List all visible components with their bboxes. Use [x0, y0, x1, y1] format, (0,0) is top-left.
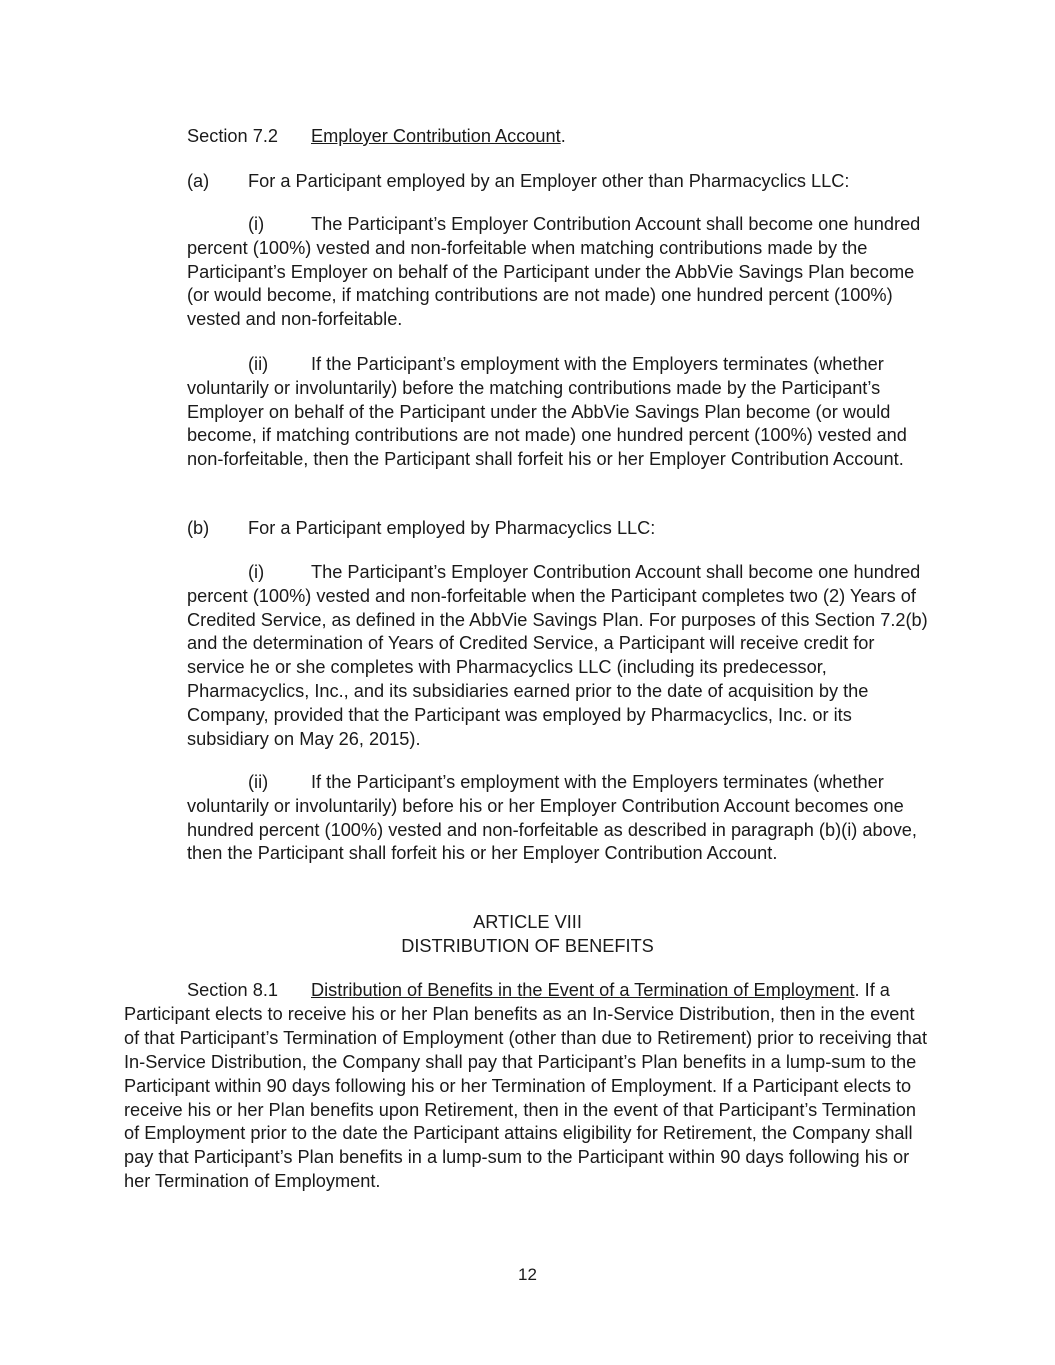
section-title-period: .	[560, 126, 566, 146]
section-title: Employer Contribution Account	[311, 126, 561, 146]
paragraph-text: If the Participant’s employment with the Employers terminates (whether voluntarily or involuntarily) before his or her Employer Contribution Account becomes one hundred percent (100%) vested and non-forfeitable as described in paragraph (b)(i) above, then the Participant shall forfeit his or her Employer Contribution Account.	[187, 772, 917, 864]
section-7-2-heading	[187, 124, 947, 148]
article-number: ARTICLE VIII	[473, 912, 582, 932]
paragraph-marker: (i)	[248, 214, 265, 234]
section-title: Distribution of Benefits in the Event of a Termination of Employment	[311, 980, 855, 1000]
subsection-text: For a Participant employed by Pharmacyclics LLC:	[248, 518, 656, 538]
subsection-marker: (a)	[187, 171, 210, 191]
paragraph-a-ii	[187, 353, 929, 472]
paragraph-text: The Participant’s Employer Contribution Account shall become one hundred percent (100%) vested and non-forfeitable when matching contributions made by the Participant’s Employer on behalf of the Participant under the AbbVie Savings Plan become (or would become, if matching contributions are not made) one hundred percent (100%) vested and non-forfeitable.	[187, 214, 921, 330]
paragraph-a-i	[187, 213, 929, 332]
paragraph-b-i	[187, 561, 929, 751]
subsection-marker: (b)	[187, 518, 210, 538]
subsection-a	[187, 169, 947, 193]
page-number: 12	[518, 1265, 537, 1284]
paragraph-text: If the Participant’s employment with the Employers terminates (whether voluntarily or involuntarily) before the matching contributions made by the Participant’s Employer on behalf of the Participant under the AbbVie Savings Plan become (or would become, if matching contributions are not made) one hundred percent (100%) vested and non-forfeitable, then the Participant shall forfeit his or her Employer Contribution Account.	[187, 354, 907, 470]
section-number: Section 7.2	[187, 126, 278, 146]
paragraph-b-ii	[187, 771, 929, 866]
paragraph-marker: (ii)	[248, 354, 269, 374]
article-title: DISTRIBUTION OF BENEFITS	[401, 936, 654, 956]
paragraph-marker: (i)	[248, 562, 265, 582]
paragraph-marker: (ii)	[248, 772, 269, 792]
subsection-b	[187, 516, 947, 540]
section-text: . If a Participant elects to receive his or her Plan benefits as an In-Service Distribution, then in the event of that Participant’s Termination of Employment (other than due to Retirement) prior to receiving that In-Service Distribution, the Company shall pay that Participant’s Plan benefits in a lump-sum to the Participant within 90 days following his or her Termination of Employment. If a Participant elects to receive his or her Plan benefits upon Retirement, then in the event of that Participant’s Termination of Employment prior to the date the Participant attains eligibility for Retirement, the Company shall pay that Participant’s Plan benefits in a lump-sum to the Participant within 90 days following his or her Termination of Employment.	[124, 980, 928, 1192]
subsection-text: For a Participant employed by an Employer other than Pharmacyclics LLC:	[248, 171, 850, 191]
section-number: Section 8.1	[187, 980, 278, 1000]
paragraph-text: The Participant’s Employer Contribution Account shall become one hundred percent (100%) vested and non-forfeitable when the Participant completes two (2) Years of Credited Service, as defined in the AbbVie Savings Plan. For purposes of this Section 7.2(b) and the determination of Years of Credited Service, a Participant will receive credit for service he or she completes with Pharmacyclics LLC (including its predecessor, Pharmacyclics, Inc., and its subsidiaries earned prior to the date of acquisition by the Company, provided that the Participant was employed by Pharmacyclics, Inc. or its subsidiary on May 26, 2015).	[187, 562, 928, 749]
section-8-1	[124, 979, 930, 1194]
